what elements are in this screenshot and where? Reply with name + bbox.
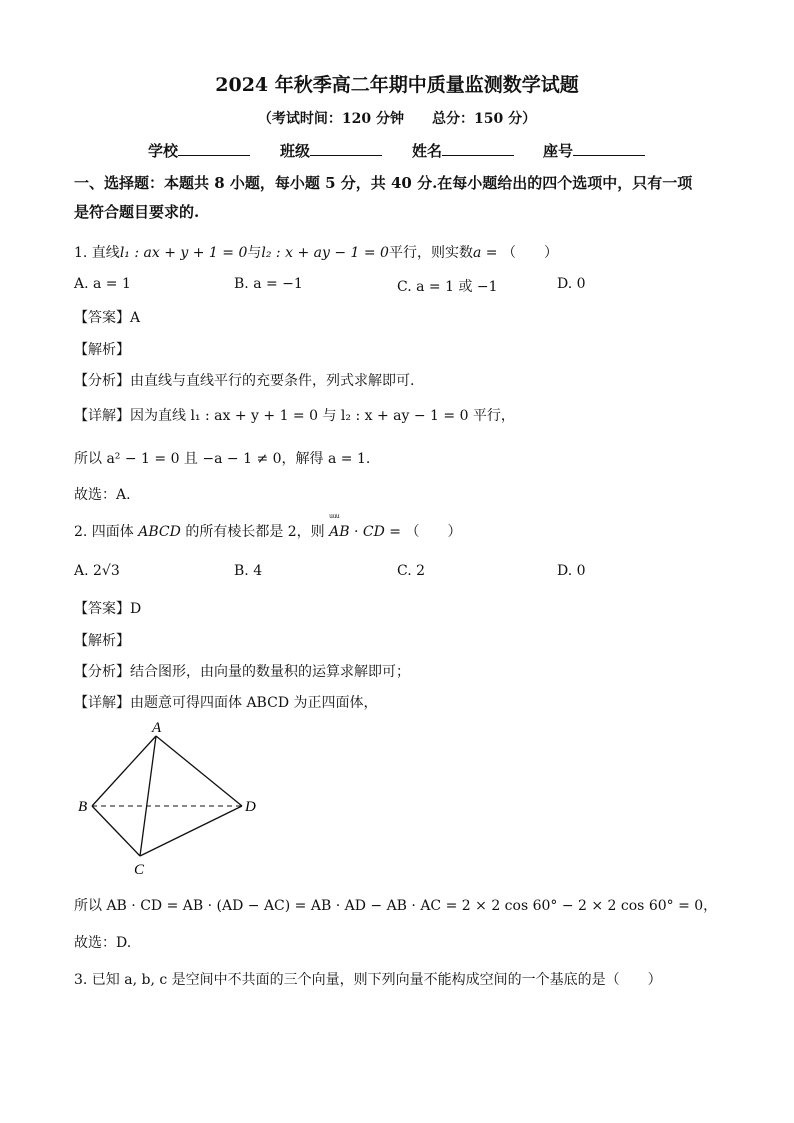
exam-title: 2024 年秋季高二年期中质量监测数学试题 [215,74,579,96]
q1-option-a: A. a = 1 [74,276,131,292]
q1-line-l2: l₂ : x + ay − 1 = 0 [261,245,389,261]
q1-answer-value: A [130,310,141,326]
q2-xiangjie-tag: 【详解】 [74,695,130,711]
q1-xiangjie-text: 因为直线 l₁ : ax + y + 1 = 0 与 l₂ : x + ay − 1 = 0 平行， [130,408,515,424]
field-seat [543,140,645,161]
q2-tetra-name: ABCD [138,524,181,540]
q3-stem: 3. 已知 a, b, c 是空间中不共面的三个向量，则下列向量不能构成空间的一个基底的是（ ） [74,972,662,988]
q2-fenxi-text: 结合图形，由向量的数量积的运算求解即可； [130,664,410,680]
q2-answer-value: D [130,601,142,617]
q2-fenxi [74,661,410,681]
field-name [412,140,514,161]
q1-fenxi [74,370,414,390]
q1-stem [74,242,558,262]
field-class-blank [310,141,382,156]
q1-option-c: C. a = 1 或 −1 [397,279,498,295]
field-class-label: 班级 [280,142,311,160]
q2-tail: = （ ） [384,524,462,540]
q1-answer-tag: 【答案】 [74,310,130,326]
edge-cd [140,806,242,856]
edge-ad [156,736,242,806]
q1-tail: = （ ） [481,245,558,261]
q1-var: a [472,245,482,261]
field-class [280,140,382,161]
label-c: C [134,862,145,878]
q2-option-d: D. 0 [557,563,586,579]
field-school-blank [178,141,250,156]
q1-xiangjie-tag: 【详解】 [74,408,130,424]
field-school-label: 学校 [148,142,179,160]
section-heading-line1: 一、选择题：本题共 8 小题，每小题 5 分，共 40 分.在每小题给出的四个选项中，只有一项 [74,174,693,192]
q1-fenxi-tag: 【分析】 [74,373,130,389]
q1-conclusion: 故选：A. [74,487,131,503]
q2-answer-tag: 【答案】 [74,601,130,617]
exam-subtitle: （考试时间：120 分钟 总分：150 分） [257,111,537,127]
q2-conclusion: 故选：D. [74,935,132,951]
q2-fenxi-tag: 【分析】 [74,664,130,680]
q1-jiexi-tag: 【解析】 [74,342,130,358]
q1-option-d: D. 0 [557,276,586,292]
q2-xiangjie-text: 由题意可得四面体 ABCD 为正四面体， [130,695,378,711]
q2-xiangjie [74,692,378,712]
edge-ac [140,736,156,856]
label-d: D [245,799,256,815]
label-a: A [152,720,162,736]
field-seat-blank [573,141,645,156]
field-school [148,140,250,161]
q1-option-b: B. a = −1 [234,276,303,292]
q2-vector-expr: uuu AB · CD [329,524,385,540]
q1-answer [74,307,140,327]
q1-xiangjie [74,405,515,425]
q2-option-a: A. 2√3 [74,563,120,579]
field-name-label: 姓名 [412,142,443,160]
q2-stem [74,521,461,541]
q2-option-c: C. 2 [397,563,426,579]
q2-jiexi-tag: 【解析】 [74,633,130,649]
q2-mid: 的所有棱长都是 2，则 [180,524,330,540]
q2-option-b: B. 4 [234,563,263,579]
section-heading-line2: 是符合题目要求的. [74,203,200,221]
label-b: B [78,799,88,815]
tetrahedron-diagram [74,716,274,880]
field-seat-label: 座号 [543,142,574,160]
q1-line-l1: l₁ : ax + y + 1 = 0 [119,245,248,261]
q2-answer [74,598,141,618]
q2-pre: 2. 四面体 [74,524,139,540]
edge-bc [92,806,140,856]
q2-step: 所以 AB · CD = AB · (AD − AC) = AB · AD − AB · AC = 2 × 2 cos 60° − 2 × 2 cos 60° = 0， [74,898,718,914]
q1-post: 平行，则实数 [388,245,473,261]
edge-ab [92,736,156,806]
q1-mid: 与 [247,245,262,261]
q1-step: 所以 a² − 1 = 0 且 −a − 1 ≠ 0，解得 a = 1. [74,451,371,467]
q1-fenxi-text: 由直线与直线平行的充要条件，列式求解即可. [130,373,415,389]
field-name-blank [442,141,514,156]
q1-pre: 1. 直线 [74,245,120,261]
